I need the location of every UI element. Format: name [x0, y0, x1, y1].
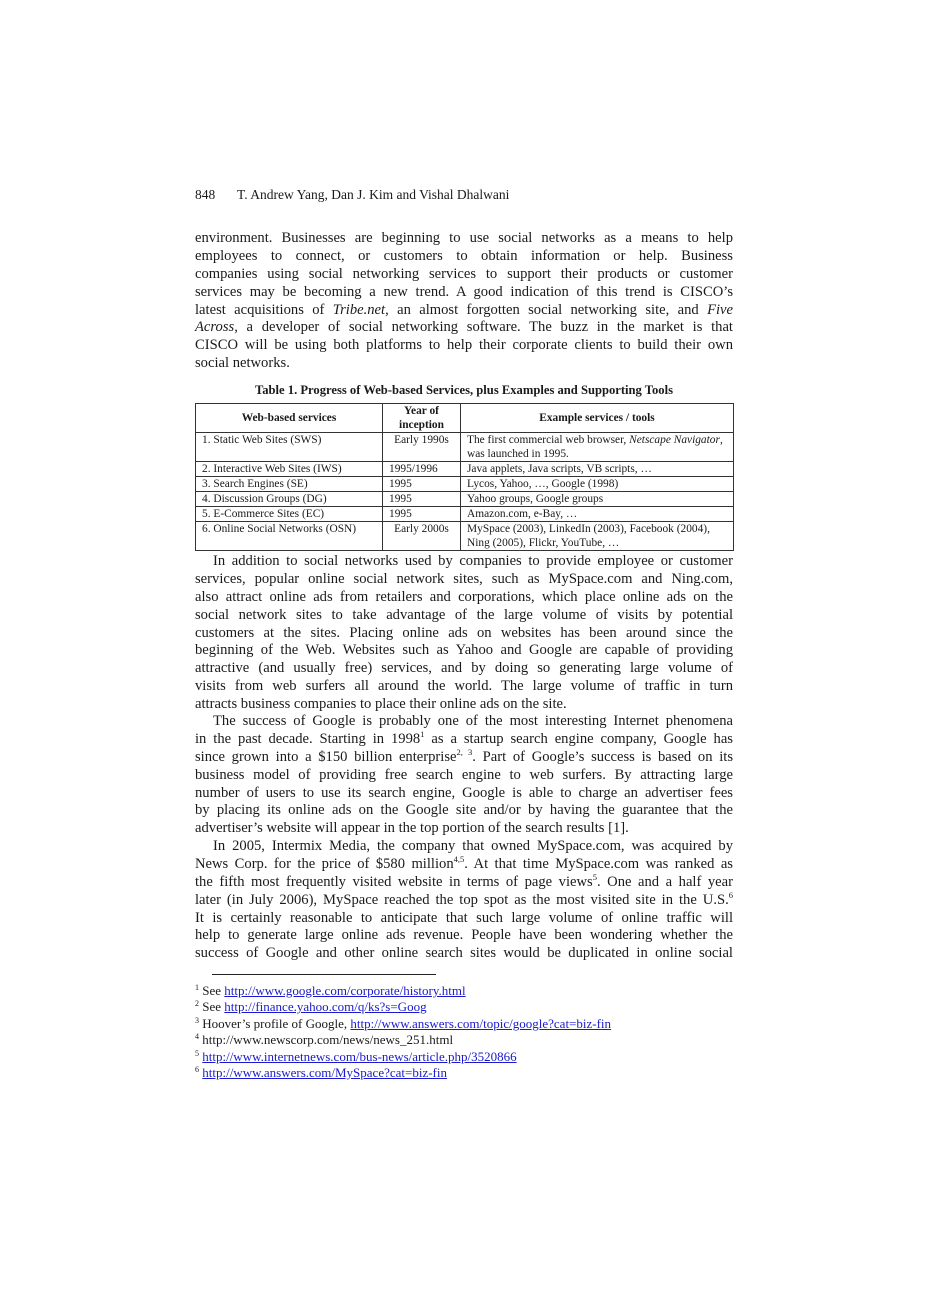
text-run: beginning of the Web. Websites such as Yahoo and Google are capable of providing	[195, 642, 733, 659]
text-line	[195, 266, 733, 284]
footnote-link[interactable]: http://www.google.com/corporate/history.html	[224, 983, 466, 998]
text-run: services may be becoming a new trend. A good indication of this trend is CISCO’s	[195, 283, 733, 300]
text-line	[195, 945, 733, 963]
text-run: help to generate large online ads revenue. People have been wondering whether the	[195, 927, 733, 944]
example-cell	[461, 433, 734, 462]
text-run: customers at the sites. Placing online ads on websites has been around since the	[195, 624, 733, 641]
paragraph-3	[195, 713, 733, 838]
footnote	[195, 1032, 611, 1048]
footnote-link[interactable]: http://finance.yahoo.com/q/ks?s=Goog	[224, 999, 427, 1015]
text-line	[195, 284, 733, 302]
footnote-text: See	[202, 983, 225, 998]
text-run: services, popular online social network sites, such as MySpace.com and Ning.com,	[195, 570, 733, 587]
text-line	[195, 678, 733, 696]
text-run: . One and a half year	[596, 873, 733, 890]
footnote-number: 3	[195, 1015, 199, 1025]
services-table	[195, 403, 734, 551]
text-run: in the past decade. Starting in 1998	[195, 730, 421, 747]
footnote-number: 5	[195, 1048, 199, 1058]
text-run: environment. Businesses are beginning to use social networks as a means to help	[195, 230, 733, 246]
text-line	[195, 337, 733, 355]
text-line	[195, 589, 733, 607]
text-line	[195, 248, 733, 266]
authors: T. Andrew Yang, Dan J. Kim and Vishal Dhalwani	[237, 187, 510, 202]
text-line	[195, 660, 733, 678]
table-row	[196, 507, 734, 522]
text-run: companies using social networking services to support their products or customer	[195, 265, 733, 282]
text-line	[195, 910, 733, 928]
year-cell: 1995/1996	[383, 462, 461, 477]
year-cell: 1995	[383, 477, 461, 492]
table-row	[196, 477, 734, 492]
example-cell: Lycos, Yahoo, …, Google (1998)	[461, 477, 734, 492]
year-cell: 1995	[383, 492, 461, 507]
text-run: It is certainly reasonable to anticipate that such large volume of online traffic will	[195, 909, 733, 926]
text-run: social networks.	[195, 355, 290, 372]
footnote	[195, 983, 611, 999]
italic-run: Across	[195, 319, 235, 336]
text-line	[195, 802, 733, 820]
text-line	[195, 571, 733, 589]
footnote-ref: 1	[420, 728, 425, 739]
text-line	[195, 642, 733, 660]
text-line	[195, 746, 734, 767]
year-cell: 1995	[383, 507, 461, 522]
text-line	[195, 889, 733, 910]
text-run: number of users to use its search engine, Google is able to charge an advertiser fees	[195, 784, 733, 801]
footnotes	[195, 983, 611, 1081]
text-run: In 2005, Intermix Media, the company that owned MySpace.com, was acquired by	[213, 838, 733, 854]
example-cell: Amazon.com, e-Bay, …	[461, 507, 734, 522]
example-text: , was launched in 1995.	[467, 434, 723, 460]
service-cell: 4. Discussion Groups (DG)	[196, 492, 383, 507]
service-cell: 5. E-Commerce Sites (EC)	[196, 507, 383, 522]
footnote	[195, 999, 611, 1015]
example-text: The first commercial web browser,	[467, 434, 630, 446]
text-line	[195, 853, 733, 874]
example-cell: MySpace (2003), LinkedIn (2003), Facebook (2004), Ning (2005), Flickr, YouTube, …	[461, 522, 734, 551]
text-run: In addition to social networks used by companies to provide employee or customer	[213, 553, 733, 569]
text-line	[195, 820, 733, 838]
service-cell: 6. Online Social Networks (OSN)	[196, 522, 383, 551]
text-run: since grown into a $150 billion enterprise	[195, 748, 457, 765]
text-run: . At that time MySpace.com was ranked as	[464, 855, 733, 872]
text-line	[195, 355, 733, 373]
text-run: social network sites to take advantage of the large volume of visits by potential	[195, 606, 733, 623]
footnote-link[interactable]: http://www.answers.com/MySpace?cat=biz-fin	[202, 1065, 448, 1081]
footnote-ref: 6	[728, 889, 733, 900]
text-line	[195, 302, 733, 320]
text-line	[195, 713, 733, 731]
text-run: advertiser’s website will appear in the top portion of the search results [1].	[195, 820, 629, 837]
footnote-text: http://www.newscorp.com/news/news_251.html	[202, 1032, 454, 1048]
running-header	[195, 187, 509, 203]
footnote-text: Hoover’s profile of Google,	[202, 1015, 351, 1031]
italic-run: Five	[707, 301, 733, 318]
table-row	[196, 433, 734, 462]
text-run: attracts business companies to place their online ads on the site.	[195, 696, 567, 713]
service-cell: 2. Interactive Web Sites (IWS)	[196, 462, 383, 477]
text-run: visits from web surfers all around the world. The large volume of traffic in turn	[195, 678, 733, 695]
footnote-number: 2	[195, 999, 199, 1009]
example-cell: Java applets, Java scripts, VB scripts, …	[461, 462, 734, 477]
example-italic: Netscape Navigator	[629, 434, 720, 446]
text-run: as a startup search engine company, Google has	[424, 730, 733, 747]
text-line	[195, 230, 733, 248]
text-line	[195, 553, 733, 571]
text-run: attractive (and usually free) services, and by doing so generating large volume of	[195, 660, 733, 677]
footnote	[195, 1049, 611, 1065]
footnote-text: See	[202, 999, 225, 1015]
text-run: CISCO will be using both platforms to help their corporate clients to build their own	[195, 337, 733, 354]
text-line	[195, 696, 733, 714]
text-run: , an almost forgotten social networking site, and	[385, 301, 708, 318]
text-run: by placing its online ads on the Google site and/or by having the guarantee that the	[195, 802, 733, 819]
header-services: Web-based services	[196, 404, 383, 433]
header-examples: Example services / tools	[461, 404, 734, 433]
table-caption: Table 1. Progress of Web-based Services, plus Examples and Supporting Tools	[254, 383, 673, 397]
text-line	[195, 625, 733, 643]
text-run: success of Google and other online search sites would be duplicated in online social	[195, 945, 733, 962]
text-run: also attract online ads from retailers and corporations, which place online ads on the	[195, 588, 733, 605]
example-cell: Yahoo groups, Google groups	[461, 492, 734, 507]
text-run: business model of providing free search engine to web surfers. By attracting large	[195, 766, 733, 783]
table-header-row	[196, 404, 734, 433]
year-cell: Early 2000s	[383, 522, 461, 551]
table-row	[196, 522, 734, 551]
footnote-ref: 5	[592, 871, 597, 882]
text-line	[195, 927, 733, 945]
text-run: later (in July 2006), MySpace reached the top spot as the most visited site in the U.S.	[195, 891, 729, 908]
footnote-ref: 2, 3	[456, 746, 473, 757]
service-cell: 3. Search Engines (SE)	[196, 477, 383, 492]
table-row	[196, 492, 734, 507]
text-run: The success of Google is probably one of the most interesting Internet phenomena	[213, 713, 733, 729]
text-run: . Part of Google’s success is based on its	[472, 748, 734, 765]
paragraph-2	[195, 553, 733, 714]
text-run: , a developer of social networking software. The buzz in the market is that	[234, 319, 733, 336]
text-line	[195, 607, 733, 625]
year-cell: Early 1990s	[383, 433, 461, 462]
text-line	[195, 871, 733, 892]
footnote-rule	[212, 974, 436, 975]
text-line	[195, 319, 733, 337]
page-number: 848	[195, 187, 216, 202]
footnote-number: 6	[195, 1065, 199, 1075]
text-run: employees to connect, or customers to obtain information or help. Business	[195, 247, 733, 264]
text-run: the fifth most frequently visited website in terms of page views	[195, 873, 593, 890]
text-run: latest acquisitions of	[195, 301, 333, 318]
footnote-number: 4	[195, 1032, 199, 1042]
paragraph-4	[195, 838, 733, 963]
footnote-number: 1	[195, 983, 199, 992]
footnote	[195, 1065, 611, 1081]
text-line	[195, 785, 733, 803]
service-cell: 1. Static Web Sites (SWS)	[196, 433, 383, 462]
footnote-ref: 4,5	[453, 853, 465, 864]
paragraph-1	[195, 230, 733, 373]
footnote	[195, 1016, 611, 1032]
header-year: Year of inception	[383, 404, 461, 433]
text-run: News Corp. for the price of $580 million	[195, 855, 454, 872]
footnote-link[interactable]: http://www.answers.com/topic/google?cat=biz-fin	[350, 1015, 612, 1031]
text-line	[195, 767, 733, 785]
italic-run: Tribe.net	[332, 301, 386, 318]
table-row	[196, 462, 734, 477]
footnote-link[interactable]: http://www.internetnews.com/bus-news/article.php/3520866	[202, 1048, 517, 1064]
